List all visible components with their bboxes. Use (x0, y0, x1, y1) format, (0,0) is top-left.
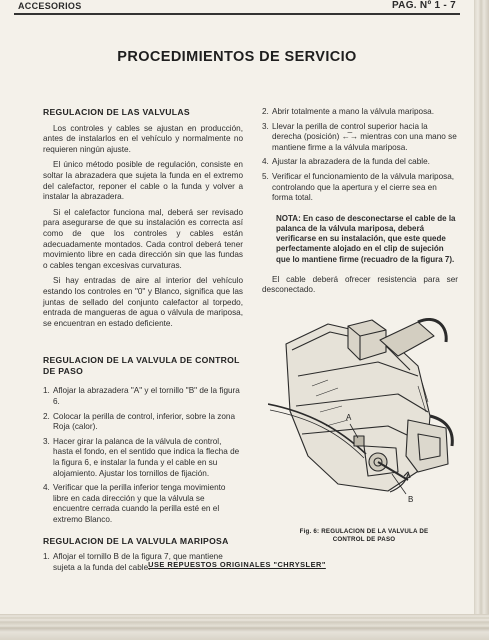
figure-label-a: A (346, 413, 352, 422)
figure-caption (284, 528, 444, 543)
figure-6 (268, 316, 460, 521)
header-section: ACCESORIOS (18, 1, 82, 11)
footer-text: USE REPUESTOS ORIGINALES "CHRYSLER" (148, 560, 326, 569)
note-block (276, 214, 458, 265)
paper-stack-edge-bottom (0, 614, 489, 640)
valvulas-paragraph: Los controles y cables se ajustan en producción, antes de instalarlos en el vehículo y normalmente no requieren ningún ajuste. (43, 123, 243, 154)
note-label: NOTA: (276, 213, 301, 223)
header-page-number: PAG. Nº 1 - 7 (391, 0, 456, 11)
mariposa-steps-right (262, 107, 458, 204)
control-paso-steps (43, 386, 243, 525)
footer (0, 560, 474, 569)
page-title: PROCEDIMIENTOS DE SERVICIO (117, 49, 357, 65)
list-item: 3. Hacer girar la palanca de la válvula de control, hasta el fondo, en el sentido que indica la flecha de la figura 6, e instalar la funda y el cable en su alojamiento. Ajustar los tornillos de fijación. (43, 436, 240, 478)
list-item: 2. Colocar la perilla de control, inferior, sobre la zona Roja (calor). (43, 411, 236, 432)
closing-paragraph: El cable deberá ofrecer resistencia para ser desconectado. (262, 274, 458, 295)
figure-caption-line: Fig. 6: REGULACION DE LA VALVULA DE (299, 528, 429, 535)
figure-label-b: B (408, 495, 414, 504)
note-text: En caso de desconectarse el cable de la palanca de la válvula mariposa, deberá verificarse en su instalación, que este quede perfectamente alojado en el clip de sujeción que lo mantiene firme (recuadro de la figura 7). (276, 213, 456, 264)
right-column (262, 107, 458, 301)
list-item: 1. Aflojar el tornillo B de la figura 7, que mantiene sujeta a la funda del cable. (43, 552, 223, 572)
paper-stack-edge-right (474, 0, 489, 640)
list-item: 5. Verificar el funcionamiento de la válvula mariposa, controlando que la apertura y el cierre sea en forma total. (262, 171, 455, 203)
control-paso-heading: REGULACION DE LA VALVULA DE CONTROL DE PASO (43, 355, 240, 376)
heater-valve-illustration (268, 316, 460, 521)
header-rule (14, 13, 460, 15)
list-item: 4. Ajustar la abrazadera de la funda del cable. (262, 157, 430, 167)
list-item: 3. Llevar la perilla de control superior hacia la derecha (posición) ←̅→ mientras con una mano se mantiene firme a la válvula mariposa. (262, 121, 457, 152)
figure-caption-line: CONTROL DE PASO (332, 535, 396, 543)
valvulas-paragraph: Si hay entradas de aire al interior del vehículo estando los controles en "0" y Blanco, significa que las juntas de sellado del conjunto calefactor al torpedo, entrada de mangueras de agua o válvula de mariposa, se encuentran en estado deficiente. (43, 276, 243, 328)
valvulas-paragraph: El único método posible de regulación, consiste en soltar la abrazadera que sujeta la funda en el extremo del calefactor, reponer el cable o la funda y volver a instalar la abrazadera. (43, 160, 243, 202)
mariposa-heading: REGULACION DE LA VALVULA MARIPOSA (43, 535, 229, 546)
list-item: 4. Verificar que la perilla inferior tenga movimiento libre en cada dirección y que la válvula se encuentre cerrada cuando la perilla esté en el extremo Blanco. (43, 483, 226, 524)
list-item: 1. Aflojar la abrazadera "A" y el tornillo "B" de la figura 6. (43, 386, 240, 407)
valvulas-heading: REGULACION DE LAS VALVULAS (43, 107, 190, 117)
list-item: 2. Abrir totalmente a mano la válvula mariposa. (262, 107, 435, 116)
valvulas-paragraph: Si el calefactor funciona mal, deberá ser revisado para asegurarse de que su instalación es correcta así como de que los controles y cables están adecuadamente montados. Cada control deberá tener movimiento libre en cada dirección sin que las fundas o cables tengan excesivas curvaturas. (43, 207, 243, 270)
left-column (43, 107, 243, 577)
